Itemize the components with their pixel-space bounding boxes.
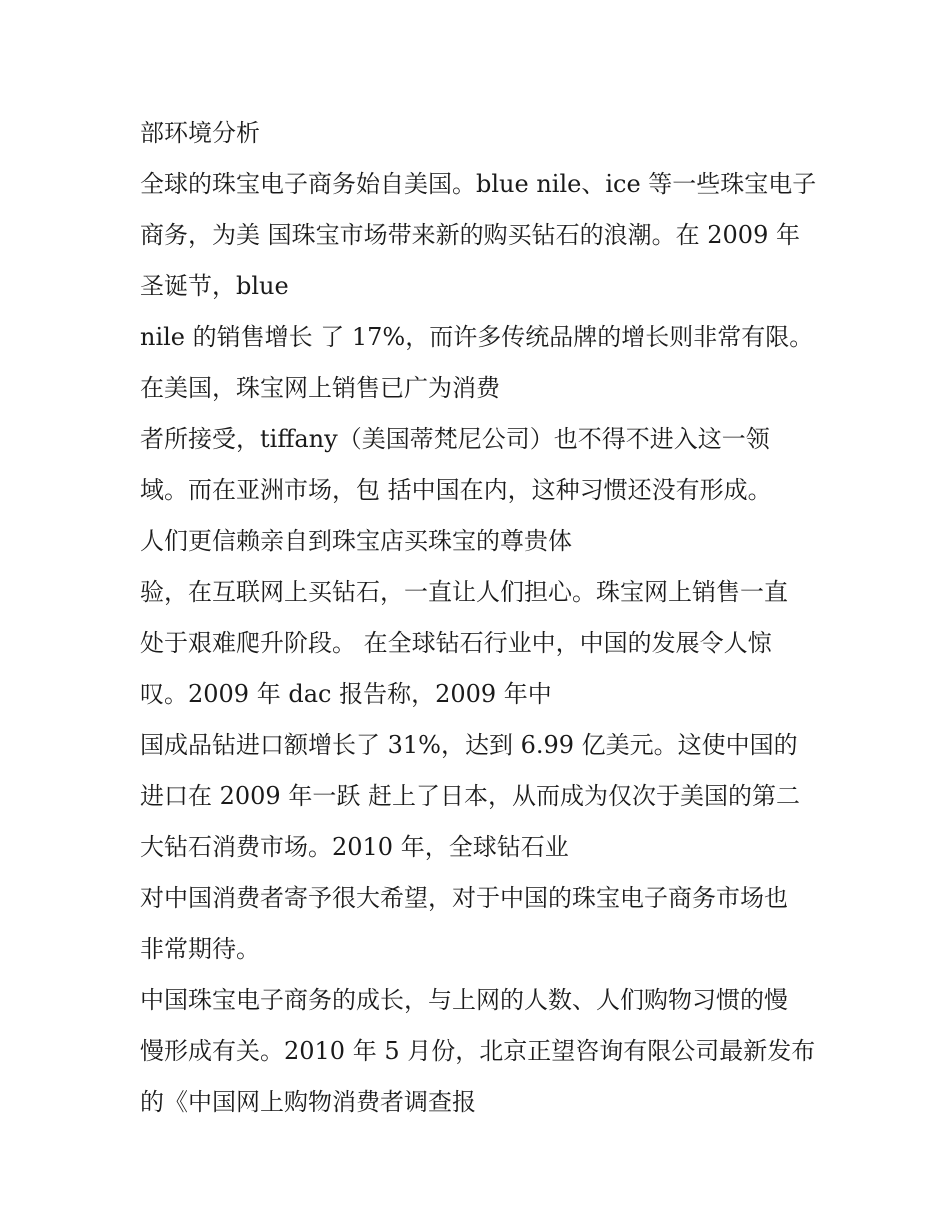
text-line: 国成品钻进口额增长了 31%，达到 6.99 亿美元。这使中国的 [140, 731, 798, 759]
document-page [140, 108, 820, 1128]
text-line: 域。而在亚洲市场，包 括中国在内，这种习惯还没有形成。 [140, 476, 772, 504]
text-line: 部环境分析 [140, 119, 260, 147]
text-line: 圣诞节，blue [140, 272, 289, 300]
text-line: 中国珠宝电子商务的成长，与上网的人数、人们购物习惯的慢 [140, 986, 788, 1014]
text-line: 全球的珠宝电子商务始自美国。blue nile、ice 等一些珠宝电子 [140, 170, 817, 198]
text-line: 慢形成有关。2010 年 5 月份，北京正望咨询有限公司最新发布 [140, 1037, 816, 1065]
text-line: 进口在 2009 年一跃 赶上了日本，从而成为仅次于美国的第二 [140, 782, 800, 810]
text-line: 人们更信赖亲自到珠宝店买珠宝的尊贵体 [140, 527, 572, 555]
text-line: 验，在互联网上买钻石，一直让人们担心。珠宝网上销售一直 [140, 578, 788, 606]
text-line: 大钻石消费市场。2010 年，全球钻石业 [140, 833, 569, 861]
text-line: 叹。2009 年 dac 报告称，2009 年中 [140, 680, 552, 708]
text-line: 者所接受，tiffany（美国蒂梵尼公司）也不得不进入这一领 [140, 425, 770, 453]
text-line: 在美国，珠宝网上销售已广为消费 [140, 374, 500, 402]
text-line: nile 的销售增长 了 17%，而许多传统品牌的增长则非常有限。 [140, 323, 814, 351]
text-line: 处于艰难爬升阶段。 在全球钻石行业中，中国的发展令人惊 [140, 629, 772, 657]
text-line: 对中国消费者寄予很大希望，对于中国的珠宝电子商务市场也 [140, 884, 788, 912]
text-line: 商务，为美 国珠宝市场带来新的购买钻石的浪潮。在 2009 年 [140, 221, 800, 249]
text-line: 的《中国网上购物消费者调查报 [140, 1088, 476, 1116]
text-line: 非常期待。 [140, 935, 260, 963]
